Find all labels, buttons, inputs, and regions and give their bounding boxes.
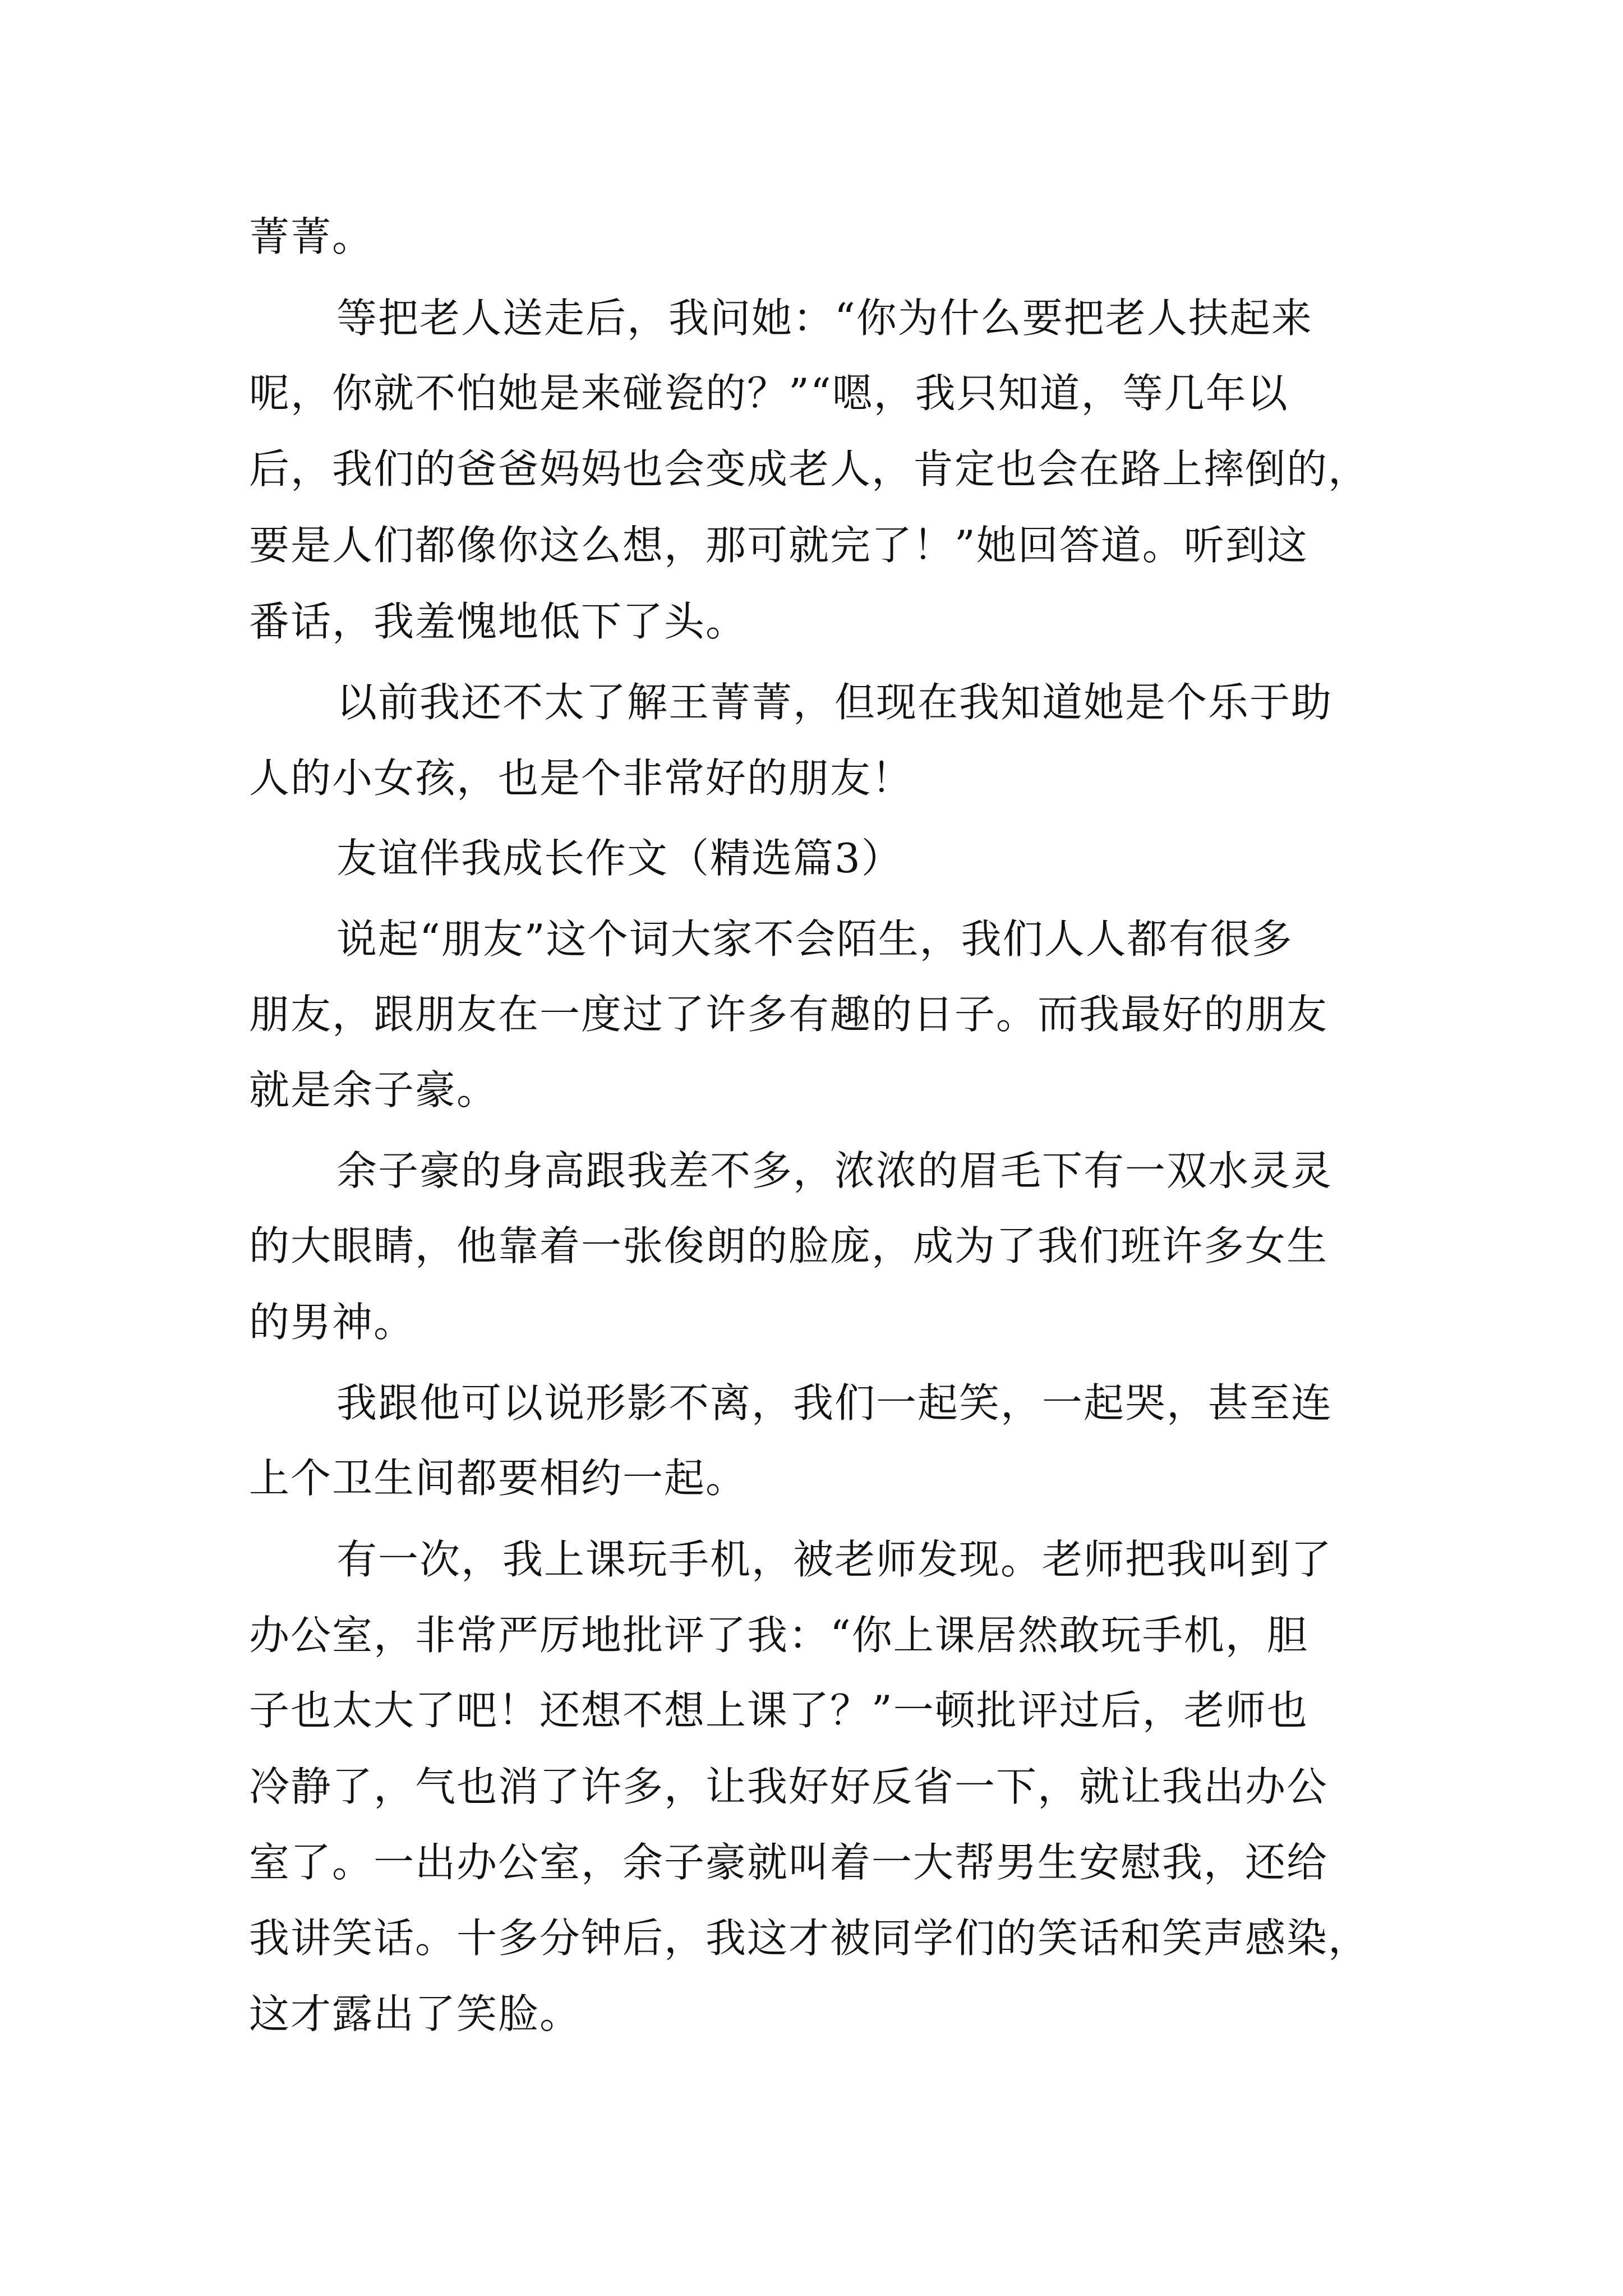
text-line: 的男神。	[249, 1299, 416, 1346]
text-line: 说起“朋友”这个词大家不会陌生，我们人人都有很多	[336, 915, 1293, 963]
text-line: 朋友，跟朋友在一度过了许多有趣的日子。而我最好的朋友	[249, 991, 1329, 1038]
section-heading: 友谊伴我成长作文（精选篇3）	[336, 835, 903, 882]
text-line: 的大眼睛，他靠着一张俊朗的脸庞，成为了我们班许多女生	[249, 1222, 1329, 1269]
text-line: 我讲笑话。十多分钟后，我这才被同学们的笑话和笑声感染，	[249, 1915, 1370, 1962]
text-line: 就是余子豪。	[249, 1066, 499, 1114]
text-line: 呢，你就不怕她是来碰瓷的？”“嗯，我只知道，等几年以	[249, 370, 1289, 417]
text-line: 室了。一出办公室，余子豪就叫着一大帮男生安慰我，还给	[249, 1839, 1329, 1886]
text-line: 以前我还不太了解王菁菁，但现在我知道她是个乐于助	[336, 679, 1333, 726]
text-line: 办公室，非常严厉地批评了我：“你上课居然敢玩手机，胆	[249, 1612, 1308, 1659]
text-line: 我跟他可以说形影不离，我们一起笑，一起哭，甚至连	[336, 1379, 1333, 1427]
text-line: 番话，我羞愧地低下了头。	[249, 598, 748, 645]
text-line: 有一次，我上课玩手机，被老师发现。老师把我叫到了	[336, 1536, 1333, 1583]
text-line: 冷静了，气也消了许多，让我好好反省一下，就让我出办公	[249, 1763, 1329, 1810]
text-line: 菁菁。	[249, 213, 374, 260]
text-line: 子也太大了吧！还想不想上课了？”一顿批评过后，老师也	[249, 1687, 1308, 1734]
text-line: 余子豪的身高跟我差不多，浓浓的眉毛下有一双水灵灵	[336, 1147, 1333, 1194]
text-line: 要是人们都像你这么想，那可就完了！”她回答道。听到这	[249, 522, 1308, 569]
text-line: 这才露出了笑脸。	[249, 1990, 582, 2037]
text-line: 后，我们的爸爸妈妈也会变成老人，肯定也会在路上摔倒的，	[249, 445, 1370, 493]
text-line: 上个卫生间都要相约一起。	[249, 1455, 748, 1502]
text-line: 等把老人送走后，我问她：“你为什么要把老人扶起来	[336, 295, 1313, 342]
text-line: 人的小女孩，也是个非常好的朋友！	[249, 754, 914, 802]
